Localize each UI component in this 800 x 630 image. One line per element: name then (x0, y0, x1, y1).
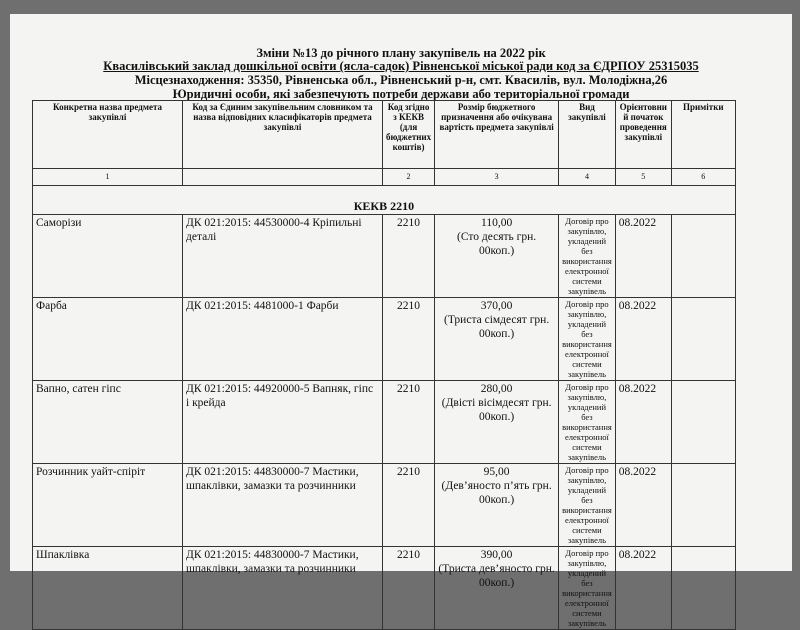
col-number: 3 (435, 169, 559, 186)
amount-value: 280,00 (480, 383, 513, 395)
item-notes (671, 298, 735, 381)
item-code: ДК 021:2015: 44530000-4 Кріпильні деталі (183, 215, 383, 298)
item-amount (435, 381, 559, 464)
item-kekv: 2210 (383, 381, 435, 464)
col-number: 2 (383, 169, 435, 186)
table-row (33, 464, 736, 547)
item-name: Саморізи (33, 215, 183, 298)
item-type: Договір про закупівлю, укладений без використання електронної системи закупівель (559, 298, 616, 381)
item-type: Договір про закупівлю, укладений без використання електронної системи закупівель (559, 381, 616, 464)
amount-words: (Триста сімдесят грн. 00коп.) (444, 314, 550, 340)
col-number: 4 (559, 169, 616, 186)
item-type: Договір про закупівлю, укладений без використання електронної системи закупівель (559, 547, 616, 630)
col-number: 6 (671, 169, 735, 186)
col-header-notes: Примітки (671, 101, 735, 169)
amount-value: 370,00 (480, 300, 513, 312)
item-notes (671, 464, 735, 547)
col-header-type: Вид закупівлі (559, 101, 616, 169)
col-number: 5 (615, 169, 671, 186)
table-row (33, 298, 736, 381)
col-header-kekv: Код згідно з КЕКВ (для бюджетних коштів) (383, 101, 435, 169)
section-row (33, 186, 736, 215)
doc-title: Зміни №13 до річного плану закупівель на 2022 рік (256, 46, 546, 60)
amount-value: 95,00 (483, 466, 510, 478)
section-title: КЕКВ 2210 (33, 186, 736, 215)
table-row (33, 215, 736, 298)
item-code: ДК 021:2015: 44830000-7 Мастики, шпаклівки, замазки та розчинники (183, 547, 383, 630)
item-notes (671, 381, 735, 464)
item-code: ДК 021:2015: 44920000-5 Вапняк, гіпс і крейда (183, 381, 383, 464)
col-number: 1 (33, 169, 183, 186)
item-kekv: 2210 (383, 464, 435, 547)
item-code: ДК 021:2015: 4481000-1 Фарби (183, 298, 383, 381)
item-start: 08.2022 (615, 215, 671, 298)
amount-value: 110,00 (481, 217, 513, 229)
item-amount (435, 464, 559, 547)
amount-value: 390,00 (480, 549, 513, 561)
item-code: ДК 021:2015: 44830000-7 Мастики, шпаклівки, замазки та розчинники (183, 464, 383, 547)
doc-location: Місцезнаходження: 35350, Рівненська обл., Рівненський р-н, смт. Квасилів, вул. Молодіжна,26 (134, 73, 668, 87)
item-kekv: 2210 (383, 215, 435, 298)
item-amount (435, 547, 559, 630)
column-number-row (33, 169, 736, 186)
item-name: Фарба (33, 298, 183, 381)
amount-words: (Триста дев’яносто грн. 00коп.) (438, 563, 555, 589)
item-amount (435, 298, 559, 381)
item-start: 08.2022 (615, 547, 671, 630)
item-type: Договір про закупівлю, укладений без використання електронної системи закупівель (559, 464, 616, 547)
item-name: Вапно, сатен гіпс (33, 381, 183, 464)
item-kekv: 2210 (383, 547, 435, 630)
item-kekv: 2210 (383, 298, 435, 381)
procurement-table (32, 100, 736, 630)
item-name: Шпаклівка (33, 547, 183, 630)
item-name: Розчинник уайт-спіріт (33, 464, 183, 547)
item-start: 08.2022 (615, 298, 671, 381)
item-amount (435, 215, 559, 298)
table-row (33, 547, 736, 630)
col-header-name: Конкретна назва предмета закупівлі (33, 101, 183, 169)
amount-words: (Двісті вісімдесят грн. 00коп.) (441, 397, 552, 423)
amount-words: (Дев’яносто п’ять грн. 00коп.) (441, 480, 552, 506)
amount-words: (Сто десять грн. 00коп.) (457, 231, 537, 257)
item-notes (671, 547, 735, 630)
document-page (10, 14, 792, 628)
item-start: 08.2022 (615, 464, 671, 547)
doc-subtitle: Юридичні особи, які забезпечують потреби держави або територіальної громади (172, 87, 630, 101)
table-row (33, 381, 736, 464)
item-type: Договір про закупівлю, укладений без використання електронної системи закупівель (559, 215, 616, 298)
col-header-start: Орієнтовни й початок проведення закупівлі (615, 101, 671, 169)
item-notes (671, 215, 735, 298)
col-header-amount: Розмір бюджетного призначення або очікувана вартість предмета закупівлі (435, 101, 559, 169)
doc-organization: Квасилівський заклад дошкільної освіти (ясла-садок) Рівненської міської ради код за ЄДРПОУ 25315035 (103, 59, 699, 73)
col-header-code: Код за Єдиним закупівельним словником та назва відповідних класифікаторів предмета закупівлі (183, 101, 383, 169)
item-start: 08.2022 (615, 381, 671, 464)
